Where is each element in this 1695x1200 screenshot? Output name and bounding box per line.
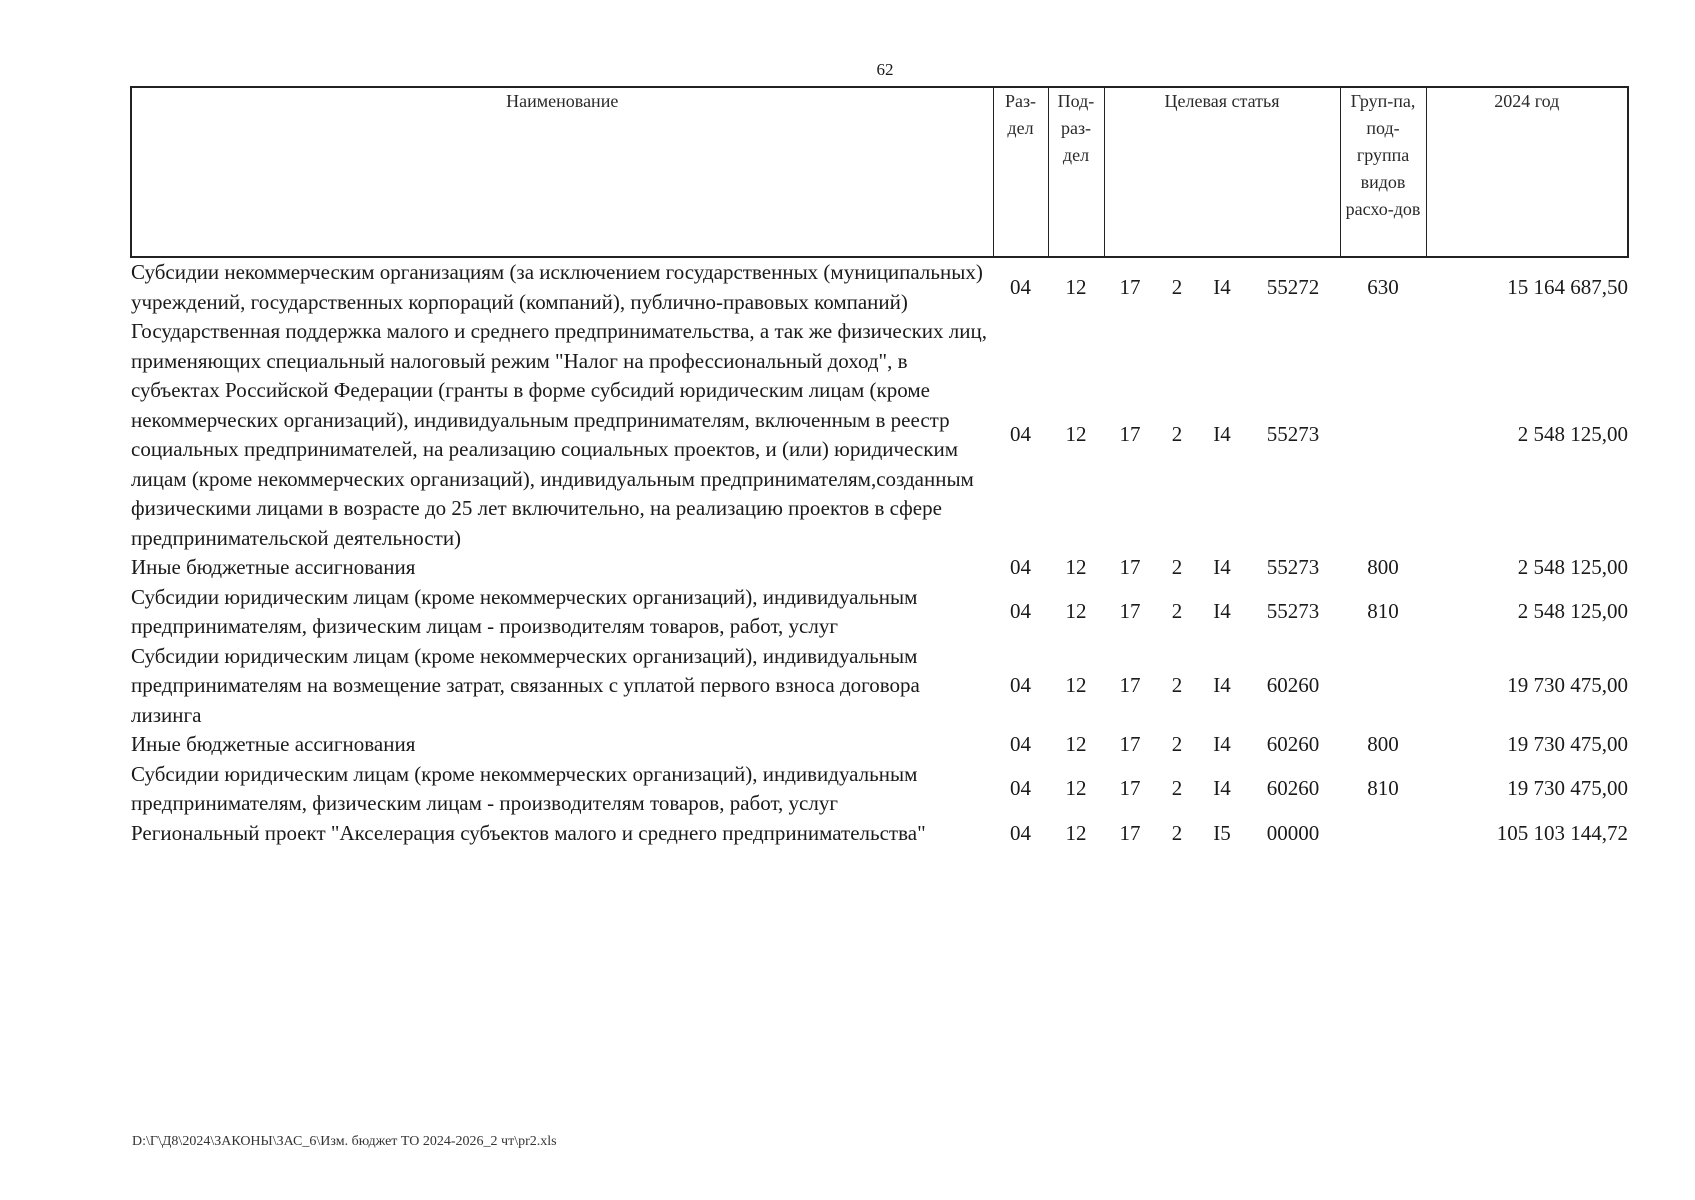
target-direction-cell: 00000 [1266,820,1320,845]
expense-group-cell [1340,819,1426,849]
expense-group-cell [1340,642,1426,731]
target-subprogram-cell: 2 [1171,422,1183,447]
row-name-cell: Субсидии юридическим лицам (кроме некоммерческих организаций), индивидуальным предпринимателям, физическим лицам - производителям товаров, работ, услуг [131,761,918,815]
subsection-cell: 12 [1065,732,1087,756]
file-path-footer: D:\Г\Д8\2024\ЗАКОНЫ\ЗАС_6\Изм. бюджет ТО 2024-2026_2 чт\pr2.xls [132,1134,557,1149]
target-program-cell: 17 [1119,732,1141,756]
section-cell: 04 [1010,820,1031,845]
target-project-cell: I4 [1213,422,1231,447]
subsection-cell: 12 [1065,555,1087,579]
target-program-cell: 17 [1119,820,1141,845]
row-name-cell: Иные бюджетные ассигнования [131,732,416,756]
section-cell: 04 [1010,673,1031,697]
target-subprogram-cell: 2 [1171,673,1183,697]
row-name-cell: Региональный проект "Акселерация субъектов малого и среднего предпринимательства" [131,820,926,845]
expense-group-cell: 800 [1367,555,1399,579]
subsection-cell: 12 [1065,422,1087,447]
row-name-cell: Иные бюджетные ассигнования [131,555,416,579]
target-project-cell: I4 [1213,599,1231,624]
table-row [131,819,1628,849]
target-project-cell: I5 [1213,820,1231,845]
target-subprogram-cell: 2 [1171,555,1183,579]
subsection-cell: 12 [1065,776,1087,801]
target-direction-cell: 60260 [1266,673,1320,697]
header-expense-group: Груп-па, под-группа видов расхо-дов [1340,87,1426,257]
table-row [131,553,1628,583]
target-direction-cell: 55272 [1266,274,1320,299]
amount-cell: 19 730 475,00 [1507,732,1629,756]
target-direction-cell: 60260 [1266,776,1320,801]
header-name: Наименование [131,87,993,257]
subsection-cell: 12 [1065,599,1087,624]
header-target-article: Целевая статья [1104,87,1340,257]
table-row [131,642,1628,731]
expense-group-cell [1340,317,1426,553]
table-row [131,317,1628,553]
section-cell: 04 [1010,776,1031,801]
expense-group-cell: 810 [1367,776,1399,801]
row-name-cell: Государственная поддержка малого и среднего предпринимательства, а так же физических лиц, применяющих специальный налоговый режим "Налог на профессиональный доход", в субъектах Российской Федерации (гранты в форме субсидий юридическим лицам (кроме некоммерческих организаций), индивидуальным предпринимателям, включенным в реестр социальных предпринимателей, на реализацию социальных проектов, и (или) юридическим лицам (кроме некоммерческих организаций), индивидуальным предпринимателям,созданным физическими лицами в возрасте до 25 лет включительно, на реализацию проектов в сфере предпринимательской деятельности) [131,319,987,550]
row-name-cell: Субсидии юридическим лицам (кроме некоммерческих организаций), индивидуальным предпринимателям на возмещение затрат, связанных с уплатой первого взноса договора лизинга [131,643,920,727]
subsection-cell: 12 [1065,673,1087,697]
section-cell: 04 [1010,732,1031,756]
amount-cell: 105 103 144,72 [1496,820,1629,845]
target-direction-cell: 55273 [1266,599,1320,624]
expense-group-cell: 630 [1367,274,1399,299]
section-cell: 04 [1010,555,1031,579]
target-project-cell: I4 [1213,776,1231,801]
target-program-cell: 17 [1119,673,1141,697]
section-cell: 04 [1010,422,1031,447]
header-subsection: Под-раз-дел [1048,87,1104,257]
row-name-cell: Субсидии юридическим лицам (кроме некоммерческих организаций), индивидуальным предпринимателям, физическим лицам - производителям товаров, работ, услуг [131,584,918,638]
target-subprogram-cell: 2 [1171,274,1183,299]
budget-table [130,86,1629,848]
amount-cell: 15 164 687,50 [1507,274,1629,299]
target-direction-cell: 55273 [1266,555,1320,579]
header-year: 2024 год [1426,87,1628,257]
expense-group-cell: 800 [1367,732,1399,756]
target-program-cell: 17 [1119,776,1141,801]
section-cell: 04 [1010,599,1031,624]
table-row [131,760,1628,819]
amount-cell: 2 548 125,00 [1517,599,1629,624]
amount-cell: 19 730 475,00 [1507,673,1629,697]
target-program-cell: 17 [1119,422,1141,447]
target-subprogram-cell: 2 [1171,820,1183,845]
subsection-cell: 12 [1065,820,1087,845]
table-row [131,730,1628,760]
target-project-cell: I4 [1213,673,1231,697]
expense-group-cell: 810 [1367,599,1399,624]
target-program-cell: 17 [1119,555,1141,579]
target-direction-cell: 55273 [1266,422,1320,447]
page-number: 62 [876,60,894,79]
target-subprogram-cell: 2 [1171,776,1183,801]
section-cell: 04 [1010,274,1031,299]
target-project-cell: I4 [1213,274,1231,299]
amount-cell: 2 548 125,00 [1517,555,1629,579]
target-subprogram-cell: 2 [1171,732,1183,756]
row-name-cell: Субсидии некоммерческим организациям (за исключением государственных (муниципальных) учреждений, государственных корпораций (компаний), публично-правовых компаний) [131,260,983,314]
target-program-cell: 17 [1119,274,1141,299]
target-subprogram-cell: 2 [1171,599,1183,624]
table-row [131,257,1628,317]
amount-cell: 19 730 475,00 [1507,776,1629,801]
table-header-row [131,87,1628,257]
amount-cell: 2 548 125,00 [1517,422,1629,447]
subsection-cell: 12 [1065,274,1087,299]
table-row [131,583,1628,642]
target-project-cell: I4 [1213,732,1231,756]
target-project-cell: I4 [1213,555,1231,579]
target-program-cell: 17 [1119,599,1141,624]
header-section: Раз-дел [993,87,1048,257]
target-direction-cell: 60260 [1266,732,1320,756]
